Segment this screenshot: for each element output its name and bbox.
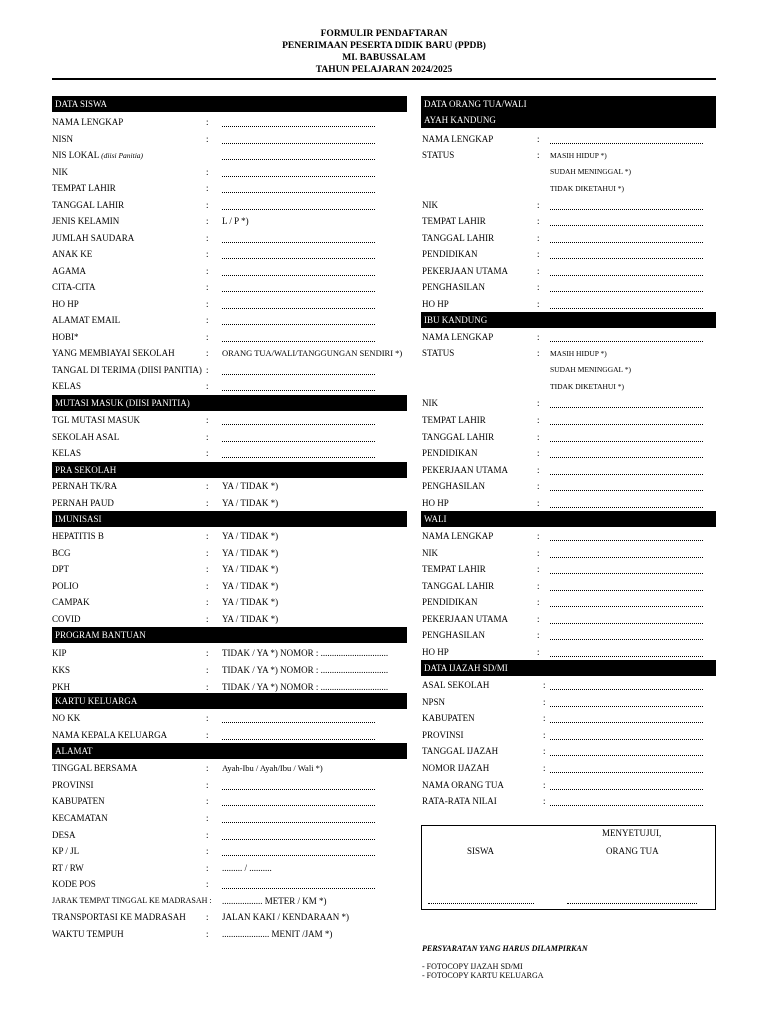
label-jarak: JARAK TEMPAT TINGGAL KE MADRASAH : <box>52 896 212 905</box>
field-ibu-tempat[interactable] <box>550 415 703 425</box>
label-paud: PERNAH PAUD <box>52 498 114 508</box>
label-ibu-hp: HO HP <box>422 498 449 508</box>
colon: : <box>206 348 209 358</box>
field-waktu-tempuh[interactable]: ..................... MENIT /JAM *) <box>222 929 333 939</box>
field-ayah-nama[interactable] <box>550 134 703 144</box>
field-agama[interactable] <box>222 266 375 276</box>
label-tempat-lahir: TEMPAT LAHIR <box>52 183 116 193</box>
section-program-bantuan: PROGRAM BANTUAN <box>52 627 407 643</box>
label-transportasi: TRANSPORTASI KE MADRASAH <box>52 912 186 922</box>
label-no-kk: NO KK <box>52 713 81 723</box>
colon: : <box>206 415 209 425</box>
colon: : <box>206 730 209 740</box>
colon: : <box>206 713 209 723</box>
polio-options[interactable]: YA / TIDAK *) <box>222 581 279 591</box>
section-alamat: ALAMAT <box>52 743 407 759</box>
label-nomor-ijazah: NOMOR IJAZAH <box>422 763 490 773</box>
colon: : <box>206 763 209 773</box>
label-jenis-kelamin: JENIS KELAMIN <box>52 216 120 226</box>
colon: : <box>537 332 540 342</box>
colon: : <box>537 299 540 309</box>
field-nama-orang-tua[interactable] <box>550 780 703 790</box>
ayah-status-meninggal[interactable]: SUDAH MENINGGAL *) <box>550 167 631 176</box>
label-ayah-status: STATUS <box>422 150 455 160</box>
field-ibu-nik[interactable] <box>550 398 703 408</box>
section-ibu: IBU KANDUNG <box>421 312 716 328</box>
requirements-title: PERSYARATAN YANG HARUS DILAMPIRKAN <box>422 944 588 953</box>
label-tgl-mutasi: TGL MUTASI MASUK <box>52 415 140 425</box>
label-ayah-pendidikan: PENDIDIKAN <box>422 249 478 259</box>
field-nomor-ijazah[interactable] <box>550 763 703 773</box>
colon: : <box>206 432 209 442</box>
label-ayah-tanggal: TANGGAL LAHIR <box>422 233 495 243</box>
section-pra-sekolah: PRA SEKOLAH <box>52 462 407 478</box>
colon: : <box>543 746 546 756</box>
label-ijazah-provinsi: PROVINSI <box>422 730 464 740</box>
pembiaya-options[interactable]: ORANG TUA/WALI/TANGGUNGAN SENDIRI *) <box>222 348 403 358</box>
label-ayah-nama: NAMA LENGKAP <box>422 134 494 144</box>
label-ibu-tempat: TEMPAT LAHIR <box>422 415 486 425</box>
label-wali-nik: NIK <box>422 548 438 558</box>
colon: : <box>543 796 546 806</box>
colon: : <box>537 249 540 259</box>
colon: : <box>537 200 540 210</box>
label-hepatitis: HEPATITIS B <box>52 531 104 541</box>
signature-orang-tua-line[interactable] <box>567 894 697 904</box>
label-asal-sekolah: ASAL SEKOLAH <box>422 680 490 690</box>
label-wali-tempat: TEMPAT LAHIR <box>422 564 486 574</box>
label-ibu-penghasilan: PENGHASILAN <box>422 481 485 491</box>
field-ayah-nik[interactable] <box>550 200 703 210</box>
ibu-status-hidup[interactable]: MASIH HIDUP *) <box>550 349 607 358</box>
colon: : <box>537 647 540 657</box>
colon: : <box>537 233 540 243</box>
colon: : <box>543 697 546 707</box>
label-bcg: BCG <box>52 548 71 558</box>
field-ibu-hp[interactable] <box>550 498 703 508</box>
label-ibu-pekerjaan: PEKERJAAN UTAMA <box>422 465 509 475</box>
label-waktu-tempuh: WAKTU TEMPUH <box>52 929 124 939</box>
colon: : <box>206 597 209 607</box>
colon: : <box>206 581 209 591</box>
label-ibu-status: STATUS <box>422 348 455 358</box>
section-ijazah: DATA IJAZAH SD/MI <box>421 660 716 676</box>
colon: : <box>537 630 540 640</box>
transportasi-options[interactable]: JALAN KAKI / KENDARAAN *) <box>222 912 349 922</box>
label-ijazah-kabupaten: KABUPATEN <box>422 713 475 723</box>
label-wali-tanggal: TANGGAL LAHIR <box>422 581 495 591</box>
label-cita-cita: CITA-CITA <box>52 282 96 292</box>
section-orang-tua: DATA ORANG TUA/WALI <box>421 96 716 112</box>
field-ayah-tanggal[interactable] <box>550 233 703 243</box>
label-ayah-penghasilan: PENGHASILAN <box>422 282 485 292</box>
colon: : <box>537 266 540 276</box>
label-tanggal-diterima: TANGAL DI TERIMA (DIISI PANITIA) <box>52 365 202 375</box>
colon: : <box>537 614 540 624</box>
tinggal-bersama-options[interactable]: Ayah-Ibu / Ayah/Ibu / Wali *) <box>222 763 323 773</box>
signature-siswa-line[interactable] <box>428 894 534 904</box>
field-tanggal-ijazah[interactable] <box>550 746 703 756</box>
label-hp: HO HP <box>52 299 79 309</box>
label-ibu-nik: NIK <box>422 398 438 408</box>
field-wali-nama[interactable] <box>550 531 703 541</box>
colon: : <box>206 249 209 259</box>
colon: : <box>537 531 540 541</box>
form-subtitle: PENERIMAAN PESERTA DIDIK BARU (PPDB) <box>282 41 486 51</box>
colon: : <box>537 150 540 160</box>
colon: : <box>206 614 209 624</box>
colon: : <box>206 381 209 391</box>
label-kode-pos: KODE POS <box>52 879 96 889</box>
colon: : <box>537 448 540 458</box>
colon: : <box>206 648 209 658</box>
ayah-status-tidak-diketahui[interactable]: TIDAK DIKETAHUI *) <box>550 184 624 193</box>
field-asal-sekolah[interactable] <box>550 680 703 690</box>
kks-options[interactable]: TIDAK / YA *) NOMOR : .............................. <box>222 665 389 675</box>
section-kartu-keluarga: KARTU KELUARGA <box>52 693 407 709</box>
colon: : <box>206 846 209 856</box>
school-name: MI. BABUSSALAM <box>342 53 426 63</box>
ibu-status-tidak-diketahui[interactable]: TIDAK DIKETAHUI *) <box>550 382 624 391</box>
label-rt-rw: RT / RW <box>52 863 84 873</box>
label-kks: KKS <box>52 665 71 675</box>
field-sekolah-asal[interactable] <box>222 432 375 442</box>
colon: : <box>537 398 540 408</box>
field-hobi[interactable] <box>222 332 375 342</box>
colon: : <box>537 134 540 144</box>
label-dpt: DPT <box>52 564 70 574</box>
header-rule <box>52 78 716 80</box>
label-wali-nama: NAMA LENGKAP <box>422 531 494 541</box>
colon: : <box>206 796 209 806</box>
colon: : <box>206 780 209 790</box>
colon: : <box>537 481 540 491</box>
colon: : <box>537 498 540 508</box>
colon: : <box>537 564 540 574</box>
label-ayah-tempat: TEMPAT LAHIR <box>422 216 486 226</box>
field-ijazah-provinsi[interactable] <box>550 730 703 740</box>
field-ayah-tempat[interactable] <box>550 216 703 226</box>
bcg-options[interactable]: YA / TIDAK *) <box>222 548 279 558</box>
covid-options[interactable]: YA / TIDAK *) <box>222 614 279 624</box>
colon: : <box>537 581 540 591</box>
form-title: FORMULIR PENDAFTARAN <box>320 29 448 39</box>
field-hp[interactable] <box>222 299 375 309</box>
label-provinsi: PROVINSI <box>52 780 94 790</box>
label-sekolah-asal: SEKOLAH ASAL <box>52 432 120 442</box>
colon: : <box>206 830 209 840</box>
label-wali-hp: HO HP <box>422 647 449 657</box>
label-agama: AGAMA <box>52 266 87 276</box>
label-kepala-keluarga: NAMA KEPALA KELUARGA <box>52 730 168 740</box>
field-ibu-pendidikan[interactable] <box>550 448 703 458</box>
field-nama[interactable] <box>222 117 375 127</box>
field-npsn[interactable] <box>550 697 703 707</box>
paud-options[interactable]: YA / TIDAK *) <box>222 498 279 508</box>
label-desa: DESA <box>52 830 76 840</box>
colon: : <box>206 315 209 325</box>
field-anak-ke[interactable] <box>222 249 375 259</box>
colon: : <box>206 863 209 873</box>
label-nik: NIK <box>52 167 68 177</box>
field-wali-tanggal[interactable] <box>550 581 703 591</box>
ibu-status-meninggal[interactable]: SUDAH MENINGGAL *) <box>550 365 631 374</box>
field-kelas[interactable] <box>222 381 375 391</box>
label-pembiaya: YANG MEMBIAYAI SEKOLAH <box>52 348 175 358</box>
kip-options[interactable]: TIDAK / YA *) NOMOR : .............................. <box>222 648 389 658</box>
field-email[interactable] <box>222 315 375 325</box>
colon: : <box>537 282 540 292</box>
field-tanggal-diterima[interactable] <box>222 365 375 375</box>
colon: : <box>206 233 209 243</box>
label-kp: KP / JL <box>52 846 80 856</box>
label-siswa: SISWA <box>467 846 495 856</box>
label-campak: CAMPAK <box>52 597 90 607</box>
field-provinsi[interactable] <box>222 780 375 790</box>
field-rata-rata[interactable] <box>550 796 703 806</box>
colon: : <box>206 498 209 508</box>
colon: : <box>543 730 546 740</box>
field-kp[interactable] <box>222 846 375 856</box>
colon: : <box>206 216 209 226</box>
label-polio: POLIO <box>52 581 79 591</box>
section-wali: WALI <box>421 511 716 527</box>
field-jarak[interactable]: .................. METER / KM *) <box>222 896 327 906</box>
label-pkh: PKH <box>52 682 71 692</box>
label-nama: NAMA LENGKAP <box>52 117 124 127</box>
field-desa[interactable] <box>222 830 375 840</box>
label-tinggal-bersama: TINGGAL BERSAMA <box>52 763 138 773</box>
colon: : <box>543 763 546 773</box>
colon: : <box>206 564 209 574</box>
field-tgl-mutasi[interactable] <box>222 415 375 425</box>
label-wali-pendidikan: PENDIDIKAN <box>422 597 478 607</box>
field-ibu-nama[interactable] <box>550 332 703 342</box>
label-nis-lokal: NIS LOKAL (diisi Panitia) <box>52 150 144 160</box>
section-mutasi: MUTASI MASUK (DIISI PANITIA) <box>52 395 407 411</box>
field-wali-hp[interactable] <box>550 647 703 657</box>
label-ayah-pekerjaan: PEKERJAAN UTAMA <box>422 266 509 276</box>
field-nik[interactable] <box>222 167 375 177</box>
campak-options[interactable]: YA / TIDAK *) <box>222 597 279 607</box>
section-ayah: AYAH KANDUNG <box>421 112 716 128</box>
field-ibu-pekerjaan[interactable] <box>550 465 703 475</box>
field-kepala-keluarga[interactable] <box>222 730 375 740</box>
colon: : <box>537 548 540 558</box>
colon: : <box>206 167 209 177</box>
colon: : <box>543 713 546 723</box>
field-rt-rw[interactable]: ......... / .......... <box>222 863 272 873</box>
field-ijazah-kabupaten[interactable] <box>550 713 703 723</box>
colon: : <box>537 348 540 358</box>
field-kecamatan[interactable] <box>222 813 375 823</box>
colon: : <box>543 680 546 690</box>
field-wali-pendidikan[interactable] <box>550 597 703 607</box>
label-kelas: KELAS <box>52 381 81 391</box>
field-jumlah-saudara[interactable] <box>222 233 375 243</box>
colon: : <box>206 332 209 342</box>
field-wali-tempat[interactable] <box>550 564 703 574</box>
field-wali-pekerjaan[interactable] <box>550 614 703 624</box>
academic-year: TAHUN PELAJARAN 2024/2025 <box>315 65 453 75</box>
colon: : <box>206 548 209 558</box>
colon: : <box>206 929 209 939</box>
field-ayah-penghasilan[interactable] <box>550 282 703 292</box>
field-tempat-lahir[interactable] <box>222 183 375 193</box>
colon: : <box>206 134 209 144</box>
label-tanggal-lahir: TANGGAL LAHIR <box>52 200 125 210</box>
colon: : <box>206 531 209 541</box>
label-kelas-mutasi: KELAS <box>52 448 81 458</box>
colon: : <box>206 682 209 692</box>
label-menyetujui: MENYETUJUI, <box>602 828 662 838</box>
field-ibu-penghasilan[interactable] <box>550 481 703 491</box>
label-tk: PERNAH TK/RA <box>52 481 118 491</box>
colon: : <box>537 465 540 475</box>
colon: : <box>206 365 209 375</box>
label-npsn: NPSN <box>422 697 446 707</box>
field-tanggal-lahir[interactable] <box>222 200 375 210</box>
label-ibu-tanggal: TANGGAL LAHIR <box>422 432 495 442</box>
requirement-ijazah: - FOTOCOPY IJAZAH SD/MI <box>422 962 523 971</box>
field-ayah-hp[interactable] <box>550 299 703 309</box>
field-no-kk[interactable] <box>222 713 375 723</box>
pkh-options[interactable]: TIDAK / YA *) NOMOR : .............................. <box>222 682 389 692</box>
field-nisn[interactable] <box>222 134 375 144</box>
field-ayah-pekerjaan[interactable] <box>550 266 703 276</box>
colon: : <box>206 200 209 210</box>
ayah-status-hidup[interactable]: MASIH HIDUP *) <box>550 151 607 160</box>
tk-options[interactable]: YA / TIDAK *) <box>222 481 279 491</box>
jenis-kelamin-options[interactable]: L / P *) <box>222 216 249 226</box>
dpt-options[interactable]: YA / TIDAK *) <box>222 564 279 574</box>
colon: : <box>206 813 209 823</box>
label-ibu-pendidikan: PENDIDIKAN <box>422 448 478 458</box>
field-ibu-tanggal[interactable] <box>550 432 703 442</box>
field-kelas-mutasi[interactable] <box>222 448 375 458</box>
label-ayah-nik: NIK <box>422 200 438 210</box>
label-covid: COVID <box>52 614 81 624</box>
colon: : <box>206 117 209 127</box>
colon: : <box>206 879 209 889</box>
colon: : <box>537 216 540 226</box>
label-ayah-hp: HO HP <box>422 299 449 309</box>
field-ayah-pendidikan[interactable] <box>550 249 703 259</box>
colon: : <box>206 299 209 309</box>
colon: : <box>206 448 209 458</box>
field-cita-cita[interactable] <box>222 282 375 292</box>
label-kabupaten: KABUPATEN <box>52 796 105 806</box>
field-wali-nik[interactable] <box>550 548 703 558</box>
colon: : <box>206 183 209 193</box>
label-email: ALAMAT EMAIL <box>52 315 121 325</box>
section-data-siswa: DATA SISWA <box>52 96 407 112</box>
label-hobi: HOBI* <box>52 332 79 342</box>
label-nisn: NISN <box>52 134 74 144</box>
label-ibu-nama: NAMA LENGKAP <box>422 332 494 342</box>
section-imunisasi: IMUNISASI <box>52 511 407 527</box>
label-kip: KIP <box>52 648 67 658</box>
label-rata-rata: RATA-RATA NILAI <box>422 796 497 806</box>
field-nis-lokal[interactable] <box>222 150 375 160</box>
label-anak-ke: ANAK KE <box>52 249 93 259</box>
field-kabupaten[interactable] <box>222 796 375 806</box>
colon: : <box>206 665 209 675</box>
colon: : <box>537 597 540 607</box>
colon: : <box>206 266 209 276</box>
colon: : <box>206 912 209 922</box>
field-kode-pos[interactable] <box>222 879 375 889</box>
label-tanggal-ijazah: TANGGAL IJAZAH <box>422 746 499 756</box>
colon: : <box>206 481 209 491</box>
colon: : <box>537 415 540 425</box>
label-nama-orang-tua: NAMA ORANG TUA <box>422 780 504 790</box>
label-jumlah-saudara: JUMLAH SAUDARA <box>52 233 135 243</box>
colon: : <box>206 282 209 292</box>
requirement-kk: - FOTOCOPY KARTU KELUARGA <box>422 971 544 978</box>
label-kecamatan: KECAMATAN <box>52 813 108 823</box>
colon: : <box>543 780 546 790</box>
label-wali-penghasilan: PENGHASILAN <box>422 630 485 640</box>
label-wali-pekerjaan: PEKERJAAN UTAMA <box>422 614 509 624</box>
label-orang-tua: ORANG TUA <box>606 846 659 856</box>
colon: : <box>537 432 540 442</box>
hepatitis-options[interactable]: YA / TIDAK *) <box>222 531 279 541</box>
field-wali-penghasilan[interactable] <box>550 630 703 640</box>
